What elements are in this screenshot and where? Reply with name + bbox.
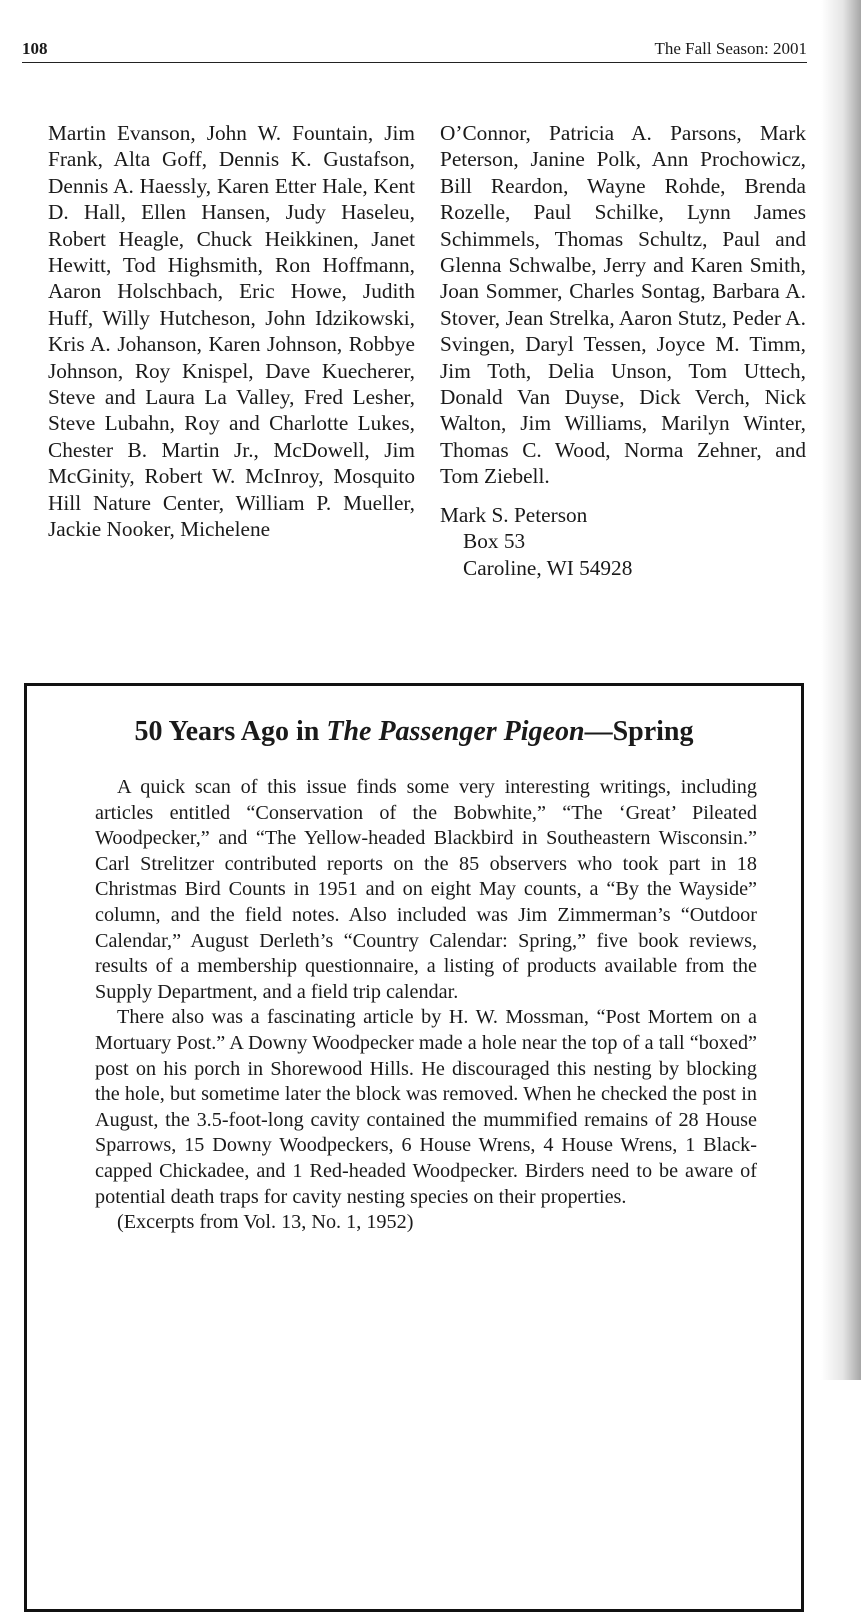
observers-column-left xyxy=(48,120,415,543)
sidebar-title-suffix: —Spring xyxy=(584,716,694,747)
running-title: The Fall Season: 2001 xyxy=(654,39,807,58)
sidebar-title-journal: The Passenger Pigeon xyxy=(326,716,585,747)
observers-column-right xyxy=(440,120,806,581)
sidebar-paragraph-2: There also was a fascinating article by H. W. Mossman, “Post Mortem on a Mortuary Post.” A Downy Woodpecker made a hole near the top of a tall “boxed” post on his porch in Shorewood Hills. He discouraged this nesting by blocking the hole, but sometime later the block was removed. When he checked the post in August, the 3.5-foot-long cavity contained the mummified remains of 28 House Sparrows, 15 Downy Woodpeckers, 6 House Wrens, 4 House Wrens, 1 Black-capped Chickadee, and 1 Red-headed Woodpecker. Birders need to be aware of potential death traps for cavity nesting species on their properties. xyxy=(95,1006,757,1208)
sidebar-title xyxy=(28,712,800,752)
observers-list-left: Martin Evanson, John W. Fountain, Jim Frank, Alta Goff, Dennis K. Gustafson, Dennis A. Haessly, Karen Etter Hale, Kent D. Hall, Ellen Hansen, Judy Haseleu, Robert Heagle, Chuck Heikkinen, Janet Hewitt, Tod Highsmith, Ron Hoffmann, Aaron Holschbach, Eric Howe, Judith Huff, Willy Hutcheson, John Idzikowski, Kris A. Johanson, Karen Johnson, Robbye Johnson, Roy Knispel, Dave Kuecherer, Steve and Laura La Valley, Fred Lesher, Steve Lubahn, Roy and Charlotte Lukes, Chester B. Martin Jr., McDowell, Jim McGinity, Robert W. McInroy, Mosquito Hill Nature Center, William P. Mueller, Jackie Nooker, Michelene xyxy=(48,121,415,542)
running-header xyxy=(22,38,807,63)
sidebar-title-prefix: 50 Years Ago in xyxy=(134,716,327,747)
page-edge-shadow xyxy=(821,0,861,1380)
observers-list-right: O’Connor, Patricia A. Parsons, Mark Peterson, Janine Polk, Ann Prochowicz, Bill Reardon, Wayne Rohde, Brenda Rozelle, Paul Schilke, Lynn James Schimmels, Thomas Schultz, Paul and Glenna Schwalbe, Jerry and Karen Smith, Joan Sommer, Charles Sontag, Barbara A. Stover, Jean Strelka, Aaron Stutz, Peder A. Svingen, Daryl Tessen, Joyce M. Timm, Jim Toth, Delia Unson, Tom Uttech, Donald Van Duyse, Dick Verch, Nick Walton, Jim Williams, Marilyn Winter, Thomas C. Wood, Norma Zehner, and Tom Ziebell. xyxy=(440,121,806,489)
sidebar-excerpt-note: (Excerpts from Vol. 13, No. 1, 1952) xyxy=(117,1211,414,1234)
page-number: 108 xyxy=(22,39,48,58)
sidebar-paragraph-1: A quick scan of this issue finds some very interesting writings, including articles entitled “Conservation of the Bobwhite,” “The ‘Great’ Pileated Woodpecker,” and “The Yellow-headed Blackbird in Southeastern Wisconsin.” Carl Strelitzer contributed reports on the 85 observers who took part in 18 Christmas Bird Counts in 1951 and on eight May counts, a “By the Wayside” column, and the field notes. Also included was Jim Zimmerman’s “Outdoor Calendar,” August Derleth’s “Country Calendar: Spring,” five book reviews, results of a membership questionnaire, a listing of products available from the Supply Department, and a field trip calendar. xyxy=(95,776,757,1003)
sidebar-body xyxy=(95,775,757,1236)
author-name: Mark S. Peterson xyxy=(440,502,588,527)
author-city: Caroline, WI 54928 xyxy=(463,555,633,580)
author-signature xyxy=(440,502,806,581)
author-box: Box 53 xyxy=(463,529,526,554)
